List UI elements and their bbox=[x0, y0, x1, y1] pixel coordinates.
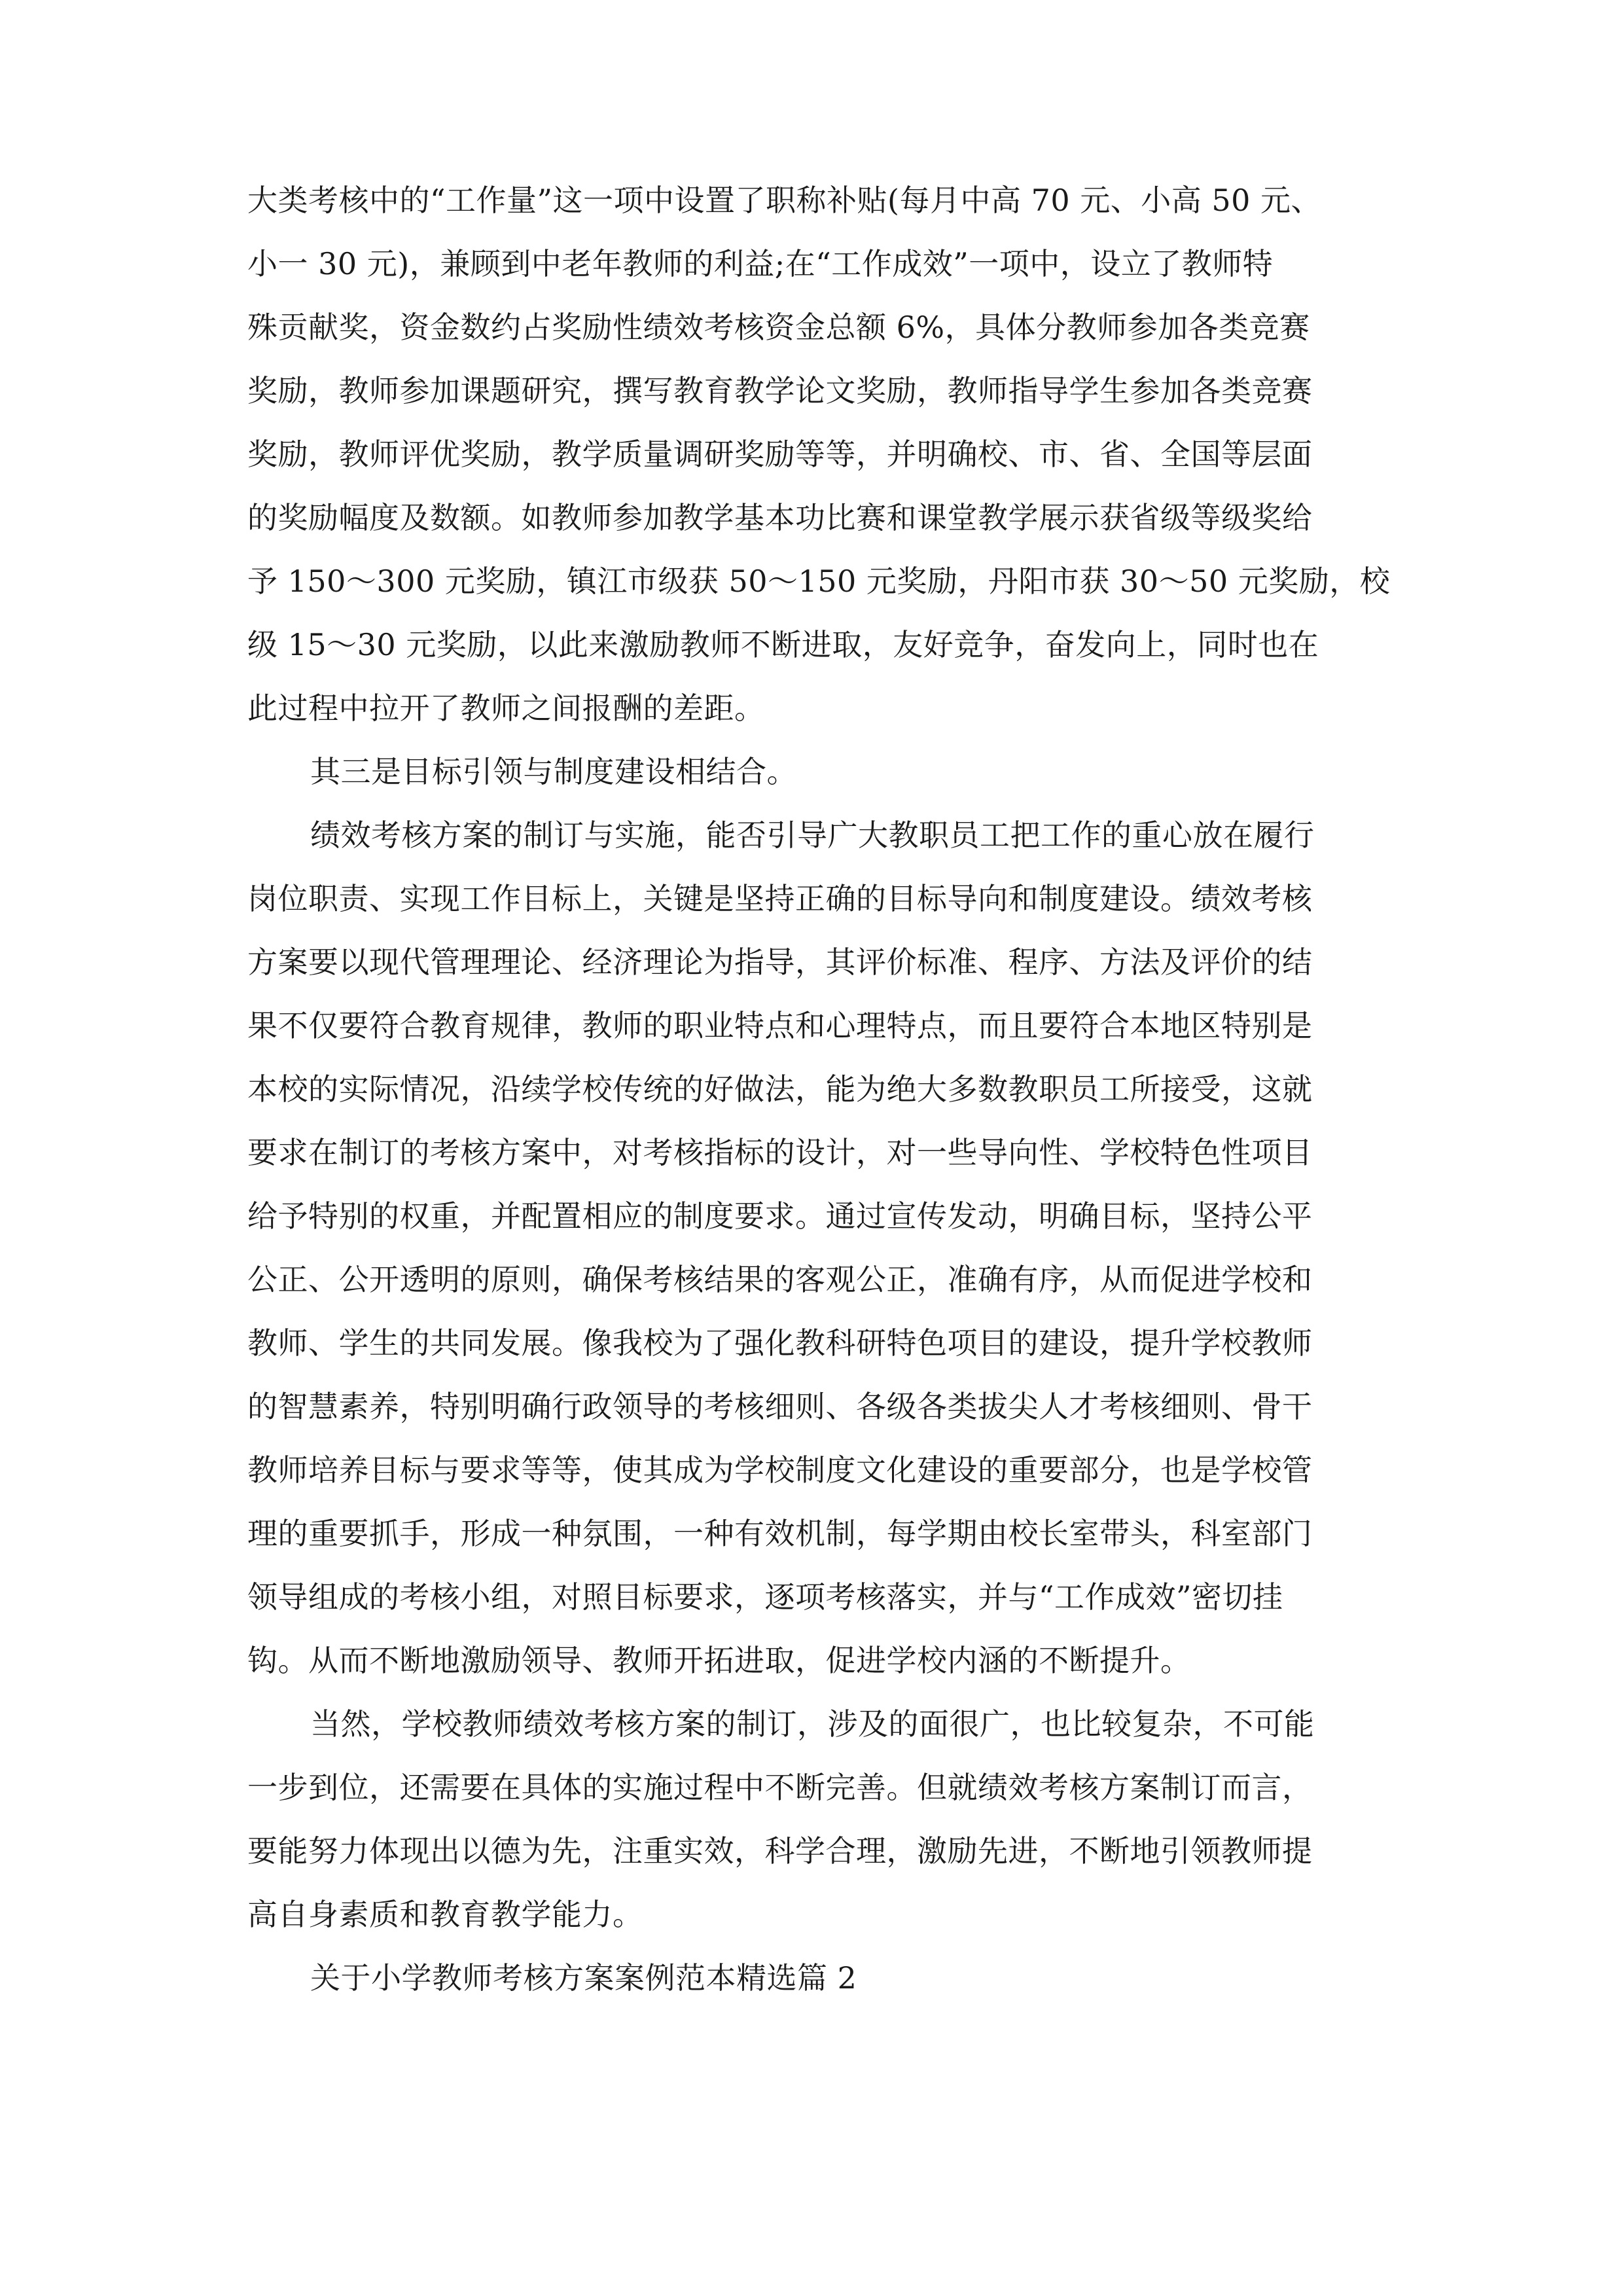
text-line: 要求在制订的考核方案中，对考核指标的设计，对一些导向性、学校特色性项目 bbox=[247, 1135, 1313, 1170]
text-line: 奖励，教师评优奖励，教学质量调研奖励等等，并明确校、市、省、全国等层面 bbox=[247, 437, 1313, 472]
article-title: 关于小学教师考核方案案例范本精选篇 2 bbox=[310, 1960, 857, 1996]
text-line: 一步到位，还需要在具体的实施过程中不断完善。但就绩效考核方案制订而言， bbox=[247, 1770, 1313, 1805]
text-line: 此过程中拉开了教师之间报酬的差距。 bbox=[247, 691, 765, 726]
document-page bbox=[247, 169, 1391, 2010]
text-line: 方案要以现代管理理论、经济理论为指导，其评价标准、程序、方法及评价的结 bbox=[247, 944, 1313, 980]
text-line: 给予特别的权重，并配置相应的制度要求。通过宣传发动，明确目标，坚持公平 bbox=[247, 1198, 1313, 1234]
text-line: 钩。从而不断地激励领导、教师开拓进取，促进学校内涵的不断提升。 bbox=[247, 1643, 1191, 1678]
text-line: 的智慧素养，特别明确行政领导的考核细则、各级各类拔尖人才考核细则、骨干 bbox=[247, 1389, 1313, 1424]
text-line: 绩效考核方案的制订与实施，能否引导广大教职员工把工作的重心放在履行 bbox=[310, 817, 1315, 853]
text-line: 理的重要抓手，形成一种氛围，一种有效机制，每学期由校长室带头，科室部门 bbox=[247, 1516, 1313, 1551]
text-line: 大类考核中的“工作量”这一项中设置了职称补贴(每月中高 70 元、小高 50 元、 bbox=[247, 183, 1322, 218]
text-line: 领导组成的考核小组，对照目标要求，逐项考核落实，并与“工作成效”密切挂 bbox=[247, 1579, 1283, 1615]
text-line: 本校的实际情况，沿续学校传统的好做法，能为绝大多数教职员工所接受，这就 bbox=[247, 1071, 1313, 1107]
text-line: 级 15～30 元奖励，以此来激励教师不断进取，友好竞争，奋发向上，同时也在 bbox=[247, 627, 1319, 662]
text-line: 公正、公开透明的原则，确保考核结果的客观公正，准确有序，从而促进学校和 bbox=[247, 1262, 1313, 1297]
text-line: 小一 30 元)，兼顾到中老年教师的利益;在“工作成效”一项中，设立了教师特 bbox=[247, 246, 1274, 281]
text-line: 岗位职责、实现工作目标上，关键是坚持正确的目标导向和制度建设。绩效考核 bbox=[247, 881, 1313, 916]
text-line: 要能努力体现出以德为先，注重实效，科学合理，激励先进，不断地引领教师提 bbox=[247, 1833, 1313, 1869]
text-line: 当然，学校教师绩效考核方案的制订，涉及的面很广，也比较复杂，不可能 bbox=[310, 1706, 1315, 1742]
text-line: 予 150～300 元奖励，镇江市级获 50～150 元奖励，丹阳市获 30～50 元奖励，校 bbox=[247, 564, 1391, 599]
text-line: 高自身素质和教育教学能力。 bbox=[247, 1897, 643, 1932]
text-line: 教师、学生的共同发展。像我校为了强化教科研特色项目的建设，提升学校教师 bbox=[247, 1325, 1313, 1361]
text-line: 的奖励幅度及数额。如教师参加教学基本功比赛和课堂教学展示获省级等级奖给 bbox=[247, 500, 1313, 535]
section-heading: 其三是目标引领与制度建设相结合。 bbox=[310, 754, 797, 789]
text-line: 教师培养目标与要求等等，使其成为学校制度文化建设的重要部分，也是学校管 bbox=[247, 1452, 1313, 1488]
text-line: 果不仅要符合教育规律，教师的职业特点和心理特点，而且要符合本地区特别是 bbox=[247, 1008, 1313, 1043]
text-line: 殊贡献奖，资金数约占奖励性绩效考核资金总额 6%，具体分教师参加各类竞赛 bbox=[247, 310, 1310, 345]
text-line: 奖励，教师参加课题研究，撰写教育教学论文奖励，教师指导学生参加各类竞赛 bbox=[247, 373, 1313, 408]
